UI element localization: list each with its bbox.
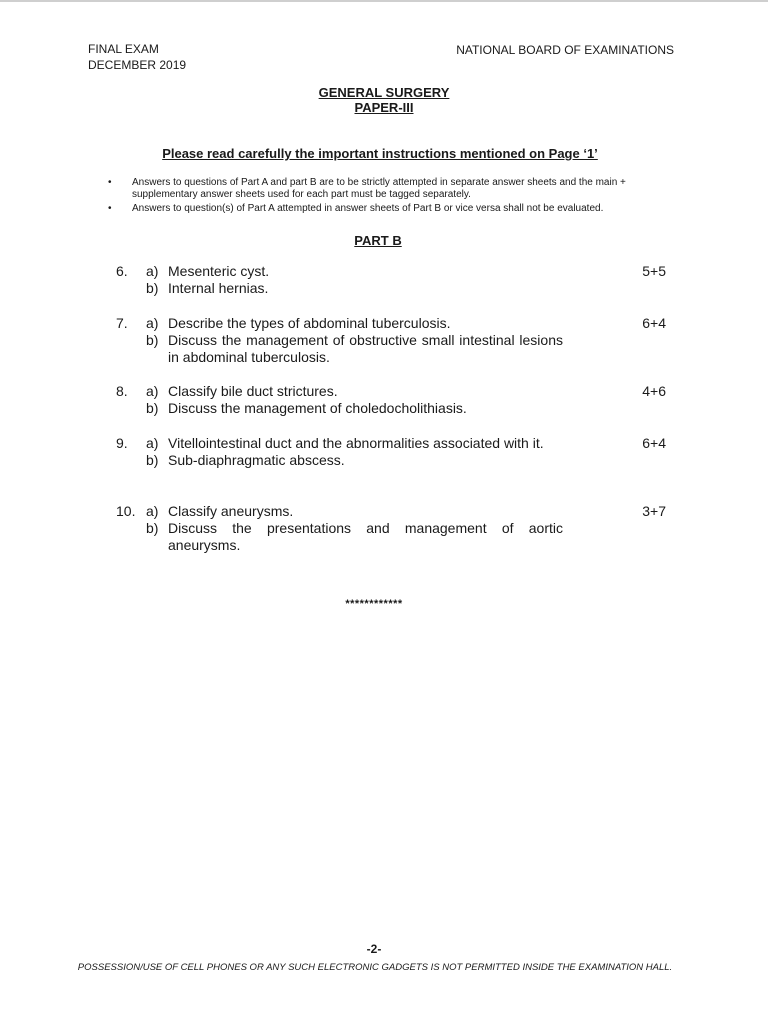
bullet-icon: • [108,177,112,188]
part-letter: b) [146,400,159,416]
paper-number: PAPER-III [354,100,414,115]
subject-title: GENERAL SURGERY [318,85,450,100]
question-marks: 6+4 [642,435,666,451]
question-marks: 5+5 [642,263,666,279]
instruction-item [108,203,678,215]
question-8 [116,383,666,417]
question-marks: 4+6 [642,383,666,399]
instructions-list [108,177,678,217]
instructions-notice: Please read carefully the important instructions mentioned on Page ‘1’ [162,146,598,161]
part-text: Discuss the management of obstructive small intestinal lesions in abdominal tuberculosis. [168,332,563,365]
part-text: Classify aneurysms. [168,503,294,519]
question-number: 9. [116,435,128,451]
scan-edge-line [0,0,768,2]
part-text: Sub-diaphragmatic abscess. [168,452,345,468]
question-number: 6. [116,263,128,279]
part-text: Discuss the presentations and management of aortic aneurysms. [168,520,563,553]
question-part [116,452,563,469]
question-part [116,400,563,417]
question-part [116,315,563,332]
question-part [116,280,563,297]
question-part [116,503,563,520]
question-number: 8. [116,383,128,399]
question-number: 7. [116,315,128,331]
part-letter: a) [146,315,159,331]
question-part [116,263,563,280]
bullet-icon: • [108,203,112,214]
exam-type: FINAL EXAM [88,42,159,56]
page-number: -2- [366,942,382,956]
footer-warning: POSSESSION/USE OF CELL PHONES OR ANY SUCH ELECTRONIC GADGETS IS NOT PERMITTED INSIDE THE EXAMINATION HALL. [77,962,673,973]
exam-header-left [88,41,186,73]
part-letter: b) [146,332,159,348]
question-part [116,435,563,452]
part-text: Discuss the management of choledocholithiasis. [168,400,467,416]
part-letter: b) [146,452,159,468]
part-letter: a) [146,503,159,519]
part-text: Internal hernias. [168,280,269,296]
part-text: Vitellointestinal duct and the abnormalities associated with it. [168,435,544,451]
part-text: Describe the types of abdominal tuberculosis. [168,315,451,331]
question-7 [116,315,666,366]
part-letter: a) [146,435,159,451]
question-part [116,332,563,366]
exam-date: DECEMBER 2019 [88,58,187,72]
paper-title [0,85,768,115]
question-part [116,383,563,400]
question-6 [116,263,666,297]
question-number: 10. [116,503,136,519]
part-letter: a) [146,383,159,399]
part-letter: b) [146,280,159,296]
end-of-paper-marker: ************ [345,598,403,610]
question-marks: 6+4 [642,315,666,331]
part-text: Mesenteric cyst. [168,263,270,279]
instruction-text: Answers to questions of Part A and part B are to be strictly attempted in separate answer sheets and the main + supplementary answer sheets used for each part must be tagged separately. [132,177,626,200]
question-part [116,520,563,554]
instruction-item [108,177,678,201]
question-9 [116,435,666,469]
part-text: Classify bile duct strictures. [168,383,338,399]
board-name: NATIONAL BOARD OF EXAMINATIONS [456,43,674,57]
instruction-text: Answers to question(s) of Part A attempted in answer sheets of Part B or vice versa shall not be evaluated. [132,203,604,214]
question-10 [116,503,666,554]
part-letter: b) [146,520,159,536]
question-marks: 3+7 [642,503,666,519]
part-heading: PART B [354,233,402,248]
part-letter: a) [146,263,159,279]
